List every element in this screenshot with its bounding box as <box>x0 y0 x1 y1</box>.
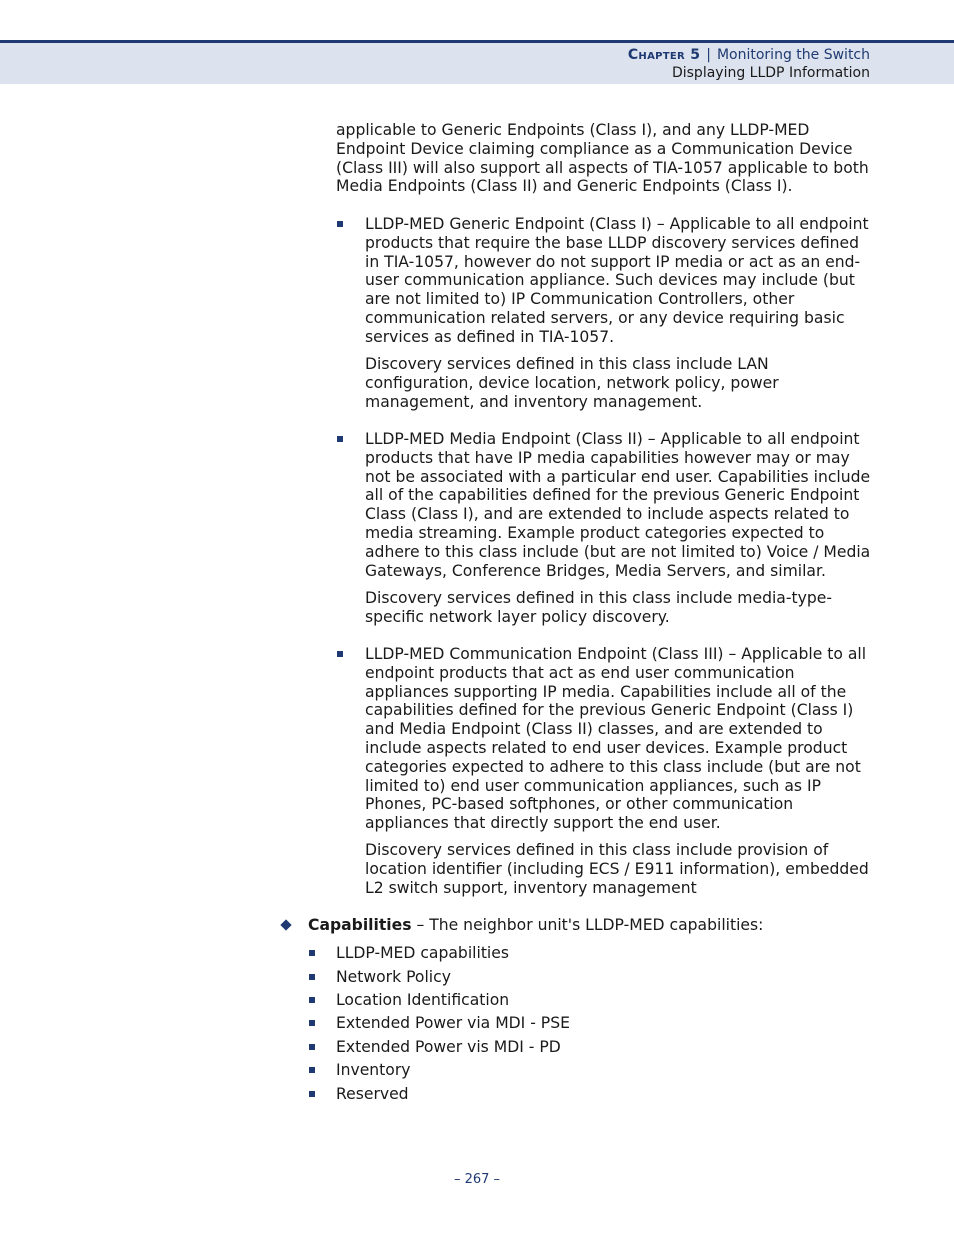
class-2-paragraph: LLDP-MED Media Endpoint (Class II) – Applicable to all endpoint products that have IP media capabilities however may or may not be associated with a particular end user. Capabilities include all of the capabilities defined for the previous Generic Endpoint Class (Class I), and are extended to include aspects related to media streaming. Example product categories expected to adhere to this class include (but are not limited to) Voice / Media Gateways, Conference Bridges, Media Servers, and similar. <box>365 430 871 580</box>
square-bullet-icon <box>337 651 343 657</box>
class-3-paragraph: LLDP-MED Communication Endpoint (Class III) – Applicable to all endpoint products that act as end user communication appliances supporting IP media. Capabilities include all of the capabilities defined for the previous Generic Endpoint (Class I) and Media Endpoint (Class II) classes, and are extended to include aspects related to end user devices. Example product categories expected to adhere to this class include (but are not limited to) end user communication appliances, such as IP Phones, PC-based softphones, or other communication appliances that directly support the end user. <box>365 645 867 833</box>
page-number: – 267 – <box>453 1172 501 1187</box>
header-separator: | <box>706 47 711 63</box>
class-2-discovery: Discovery services defined in this class include media-type-specific network layer policy discovery. <box>365 589 832 626</box>
chapter-label: Chapter 5 <box>627 47 701 63</box>
class-3-discovery: Discovery services defined in this class include provision of location identifier (including ECS / E911 information), embedded L2 switch support, inventory management <box>365 841 869 897</box>
capabilities-term: Capabilities <box>308 916 412 934</box>
square-bullet-icon <box>309 950 315 956</box>
diamond-bullet-icon <box>280 919 291 930</box>
list-item: Location Identification <box>336 991 510 1009</box>
square-bullet-icon <box>309 997 315 1003</box>
intro-paragraph: applicable to Generic Endpoints (Class I), and any LLDP-MED Endpoint Device claiming compliance as a Communication Device (Class III) will also support all aspects of TIA-1057 applicable to both Media Endpoints (Class II) and Generic Endpoints (Class I). <box>336 121 869 196</box>
class-1-paragraph: LLDP-MED Generic Endpoint (Class I) – Applicable to all endpoint products that require the base LLDP discovery services defined in TIA-1057, however do not support IP media or act as an end-user communication appliance. Such devices may include (but are not limited to) IP Communication Controllers, other communication related servers, or any device requiring basic services as defined in TIA-1057. <box>365 215 869 346</box>
class-1-discovery: Discovery services defined in this class include LAN configuration, device location, network policy, power management, and inventory management. <box>365 355 779 411</box>
square-bullet-icon <box>309 1067 315 1073</box>
list-item: Reserved <box>336 1085 409 1103</box>
square-bullet-icon <box>309 1091 315 1097</box>
list-item: Network Policy <box>336 968 451 986</box>
square-bullet-icon <box>309 974 315 980</box>
capabilities-entry <box>308 916 763 935</box>
subsection-title: Displaying LLDP Information <box>671 65 870 81</box>
capabilities-description: – The neighbor unit's LLDP-MED capabilities: <box>411 916 764 934</box>
square-bullet-icon <box>337 436 343 442</box>
square-bullet-icon <box>337 221 343 227</box>
section-title: Monitoring the Switch <box>716 47 870 63</box>
list-item: Extended Power via MDI - PSE <box>336 1014 570 1032</box>
list-item: Inventory <box>336 1061 411 1079</box>
page-header <box>0 40 954 84</box>
list-item: Extended Power vis MDI - PD <box>336 1038 561 1056</box>
list-item: LLDP-MED capabilities <box>336 944 509 962</box>
header-text <box>628 46 870 82</box>
square-bullet-icon <box>309 1044 315 1050</box>
square-bullet-icon <box>309 1020 315 1026</box>
